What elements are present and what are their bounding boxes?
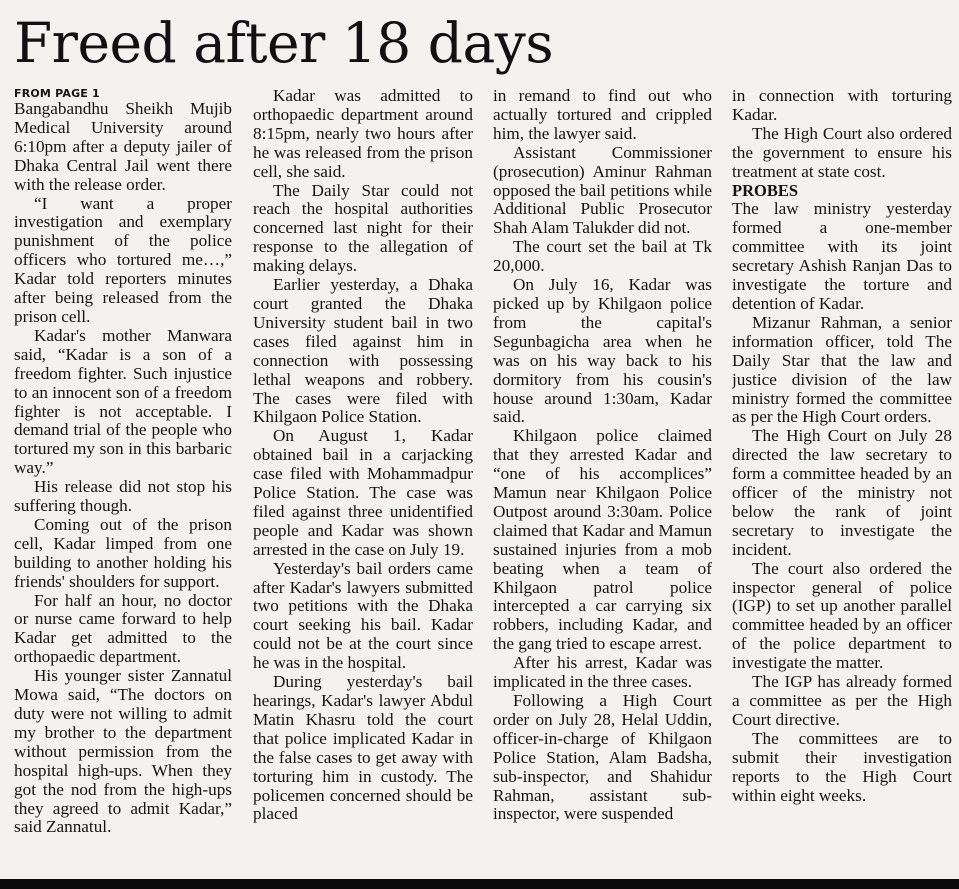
paragraph: Bangabandhu Sheikh Mujib Medical University around 6:10pm after a deputy jailer of Dhaka Central Jail went there with the release order. [14,99,232,194]
paragraph: Mizanur Rahman, a senior information officer, told The Daily Star that the law and justice division of the law ministry formed the committee as per the High Court orders. [732,312,952,427]
paragraph: After his arrest, Kadar was implicated in the three cases. [493,653,712,692]
paragraph: in connection with torturing Kadar. [732,87,952,124]
paragraph: Kadar's mother Manwara said, “Kadar is a son of a freedom fighter. Such injustice to an innocent son of a freedom fighter is not acceptable. I demand trial of the people who tortured my son in this barbaric way.” [14,325,232,478]
paragraph: in remand to find out who actually tortured and crippled him, the lawyer said. [493,87,712,143]
paragraph: “I want a proper investigation and exemplary punishment of the police officers who tortured me…,” Kadar told reporters minutes after being released from the prison cell. [14,193,232,326]
paragraph: Earlier yesterday, a Dhaka court granted the Dhaka University student bail in two cases filed against him in connection with possessing lethal weapons and robbery. The cases were filed with Khilgaon Police Station. [253,275,473,427]
paragraph: During yesterday's bail hearings, Kadar's lawyer Abdul Matin Khasru told the court that police implicated Kadar in the false cases to get away with torturing him in custody. The policemen concerned should be placed [253,672,473,824]
paragraph: His younger sister Zannatul Mowa said, “The doctors on duty were not willing to admit my brother to the department without permission from the hospital high-ups. When they got the nod from the high-ups they agreed to admit Kadar,” said Zannatul. [14,666,232,837]
kicker-label: FROM PAGE 1 [14,87,100,100]
paragraph: The IGP has already formed a committee as per the High Court directive. [732,672,952,729]
article-column-4 [732,87,952,879]
paragraph: The Daily Star could not reach the hospital authorities concerned last night for their response to the allegation of making delays. [253,180,473,276]
paragraph: Following a High Court order on July 28, Helal Uddin, officer-in-charge of Khilgaon Police Station, Alam Badsha, sub-inspector, and Shahidur Rahman, assistant sub-inspector, were suspended [493,691,712,824]
paragraph: The law ministry yesterday formed a one-member committee with its joint secretary Ashish Ranjan Das to investigate the torture and detention of Kadar. [732,199,952,313]
paragraph: On July 16, Kadar was picked up by Khilgaon police from the capital's Segunbagicha area when he was on his way back to his dormitory from his cousin's house around 1:30am, Kadar said. [493,275,712,427]
paragraph: Assistant Commissioner (prosecution) Aminur Rahman opposed the bail petitions while Additional Public Prosecutor Shah Alam Talukder did not. [493,142,712,238]
section-subhead: PROBES [732,180,799,200]
headline: Freed after 18 days [14,11,554,75]
paragraph: Coming out of the prison cell, Kadar limped from one building to another holding his friends' shoulders for support. [14,514,232,591]
paragraph: For half an hour, no doctor or nurse came forward to help Kadar get admitted to the orthopaedic department. [14,590,232,667]
paragraph: The High Court on July 28 directed the law secretary to form a committee headed by an officer of the ministry not below the rank of joint secretary to investigate the incident. [732,426,952,559]
article-column-1 [14,87,232,879]
paragraph: The High Court also ordered the government to ensure his treatment at state cost. [732,123,952,181]
paragraph: Khilgaon police claimed that they arrested Kadar and “one of his accomplices” Mamun near Khilgaon Police Outpost around 3:30am. Police claimed that Kadar and Mamun sustained injuries from a mob beating when a team of Khilgaon patrol police intercepted a car carrying six robbers, including Kadar, and the gang tried to escape arrest. [493,426,712,654]
paragraph: On August 1, Kadar obtained bail in a carjacking case filed with Mohammadpur Police Station. The case was filed against three unidentified people and Kadar was shown arrested in the case on July 19. [253,426,473,559]
paragraph: The committees are to submit their investigation reports to the High Court within eight weeks. [732,728,952,805]
page-bottom-border [0,879,959,889]
paragraph: Yesterday's bail orders came after Kadar's lawyers submitted two petitions with the Dhaka court seeking his bail. Kadar could not be at the court since he was in the hospital. [253,558,473,673]
paragraph: His release did not stop his suffering though. [14,477,232,516]
article-column-2 [253,87,473,879]
article-column-3 [493,87,712,879]
paragraph: The court set the bail at Tk 20,000. [493,237,712,276]
paragraph: The court also ordered the inspector general of police (IGP) to set up another parallel committee headed by an officer of the police department to investigate the matter. [732,558,952,673]
paragraph: Kadar was admitted to orthopaedic department around 8:15pm, nearly two hours after he was released from the prison cell, she said. [253,87,473,181]
